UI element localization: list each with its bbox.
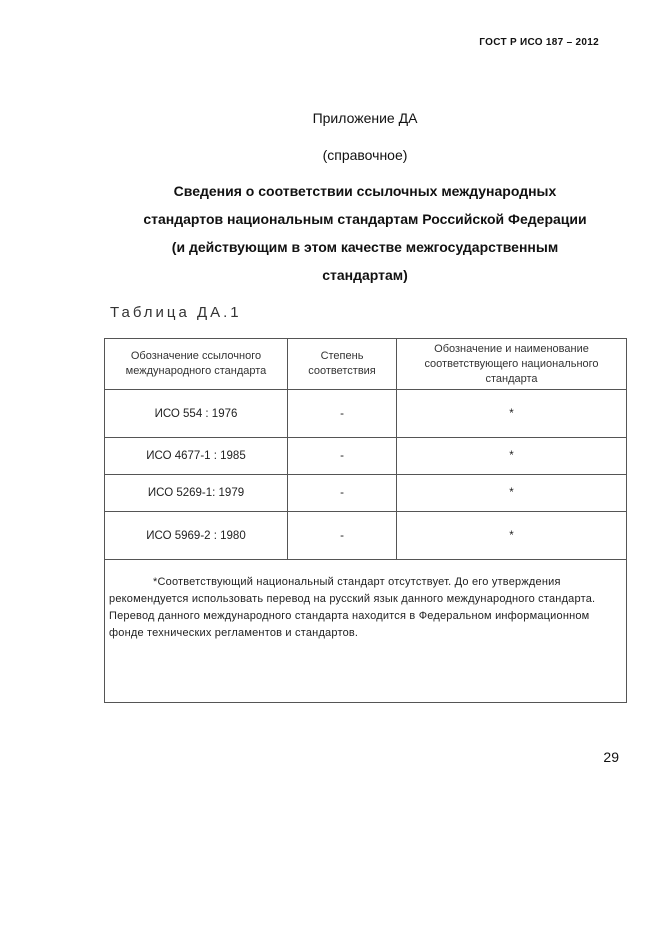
cell-conformity-degree: - — [288, 475, 397, 512]
cell-conformity-degree: - — [288, 512, 397, 560]
appendix-heading-line: (и действующим в этом качестве межгосударственным — [171, 239, 559, 255]
table-row — [105, 475, 627, 512]
column-header-conformity-degree: Степень соответствия — [288, 339, 397, 390]
cell-reference-standard: ИСО 4677-1 : 1985 — [105, 438, 288, 475]
cell-national-standard: * — [397, 438, 627, 475]
table-footnote-row — [105, 560, 627, 703]
cell-reference-standard: ИСО 5969-2 : 1980 — [105, 512, 288, 560]
table-header-row — [105, 339, 627, 390]
page-number: 29 — [603, 749, 619, 765]
reference-standards-table — [104, 338, 627, 703]
appendix-heading-line: стандартам) — [322, 267, 408, 283]
appendix-heading-line: стандартов национальным стандартам Российской Федерации — [143, 211, 587, 227]
table-footnote: *Соответствующий национальный стандарт отсутствует. До его утверждения рекомендуется использовать перевод на русский язык данного международного стандарта. Перевод данного международного стандарта находится в Федеральном информационном фонде технических регламентов и стандартов. — [109, 576, 596, 639]
table-footnote-cell — [105, 560, 627, 703]
appendix-title: Приложение ДА — [312, 110, 418, 126]
table-row — [105, 512, 627, 560]
standard-code-header: ГОСТ Р ИСО 187 – 2012 — [479, 37, 599, 48]
column-header-national-standard: Обозначение и наименование соответствующего национального стандарта — [397, 339, 627, 390]
cell-national-standard: * — [397, 390, 627, 438]
cell-national-standard: * — [397, 475, 627, 512]
table-row — [105, 390, 627, 438]
appendix-kind: (справочное) — [322, 147, 408, 163]
table-caption: Таблица ДА.1 — [110, 304, 242, 321]
cell-reference-standard: ИСО 554 : 1976 — [105, 390, 288, 438]
table-row — [105, 438, 627, 475]
column-header-reference-standard: Обозначение ссылочного международного стандарта — [105, 339, 288, 390]
cell-national-standard: * — [397, 512, 627, 560]
cell-reference-standard: ИСО 5269-1: 1979 — [105, 475, 288, 512]
appendix-heading-line: Сведения о соответствии ссылочных международных — [173, 183, 557, 199]
cell-conformity-degree: - — [288, 438, 397, 475]
cell-conformity-degree: - — [288, 390, 397, 438]
appendix-heading — [100, 177, 630, 289]
